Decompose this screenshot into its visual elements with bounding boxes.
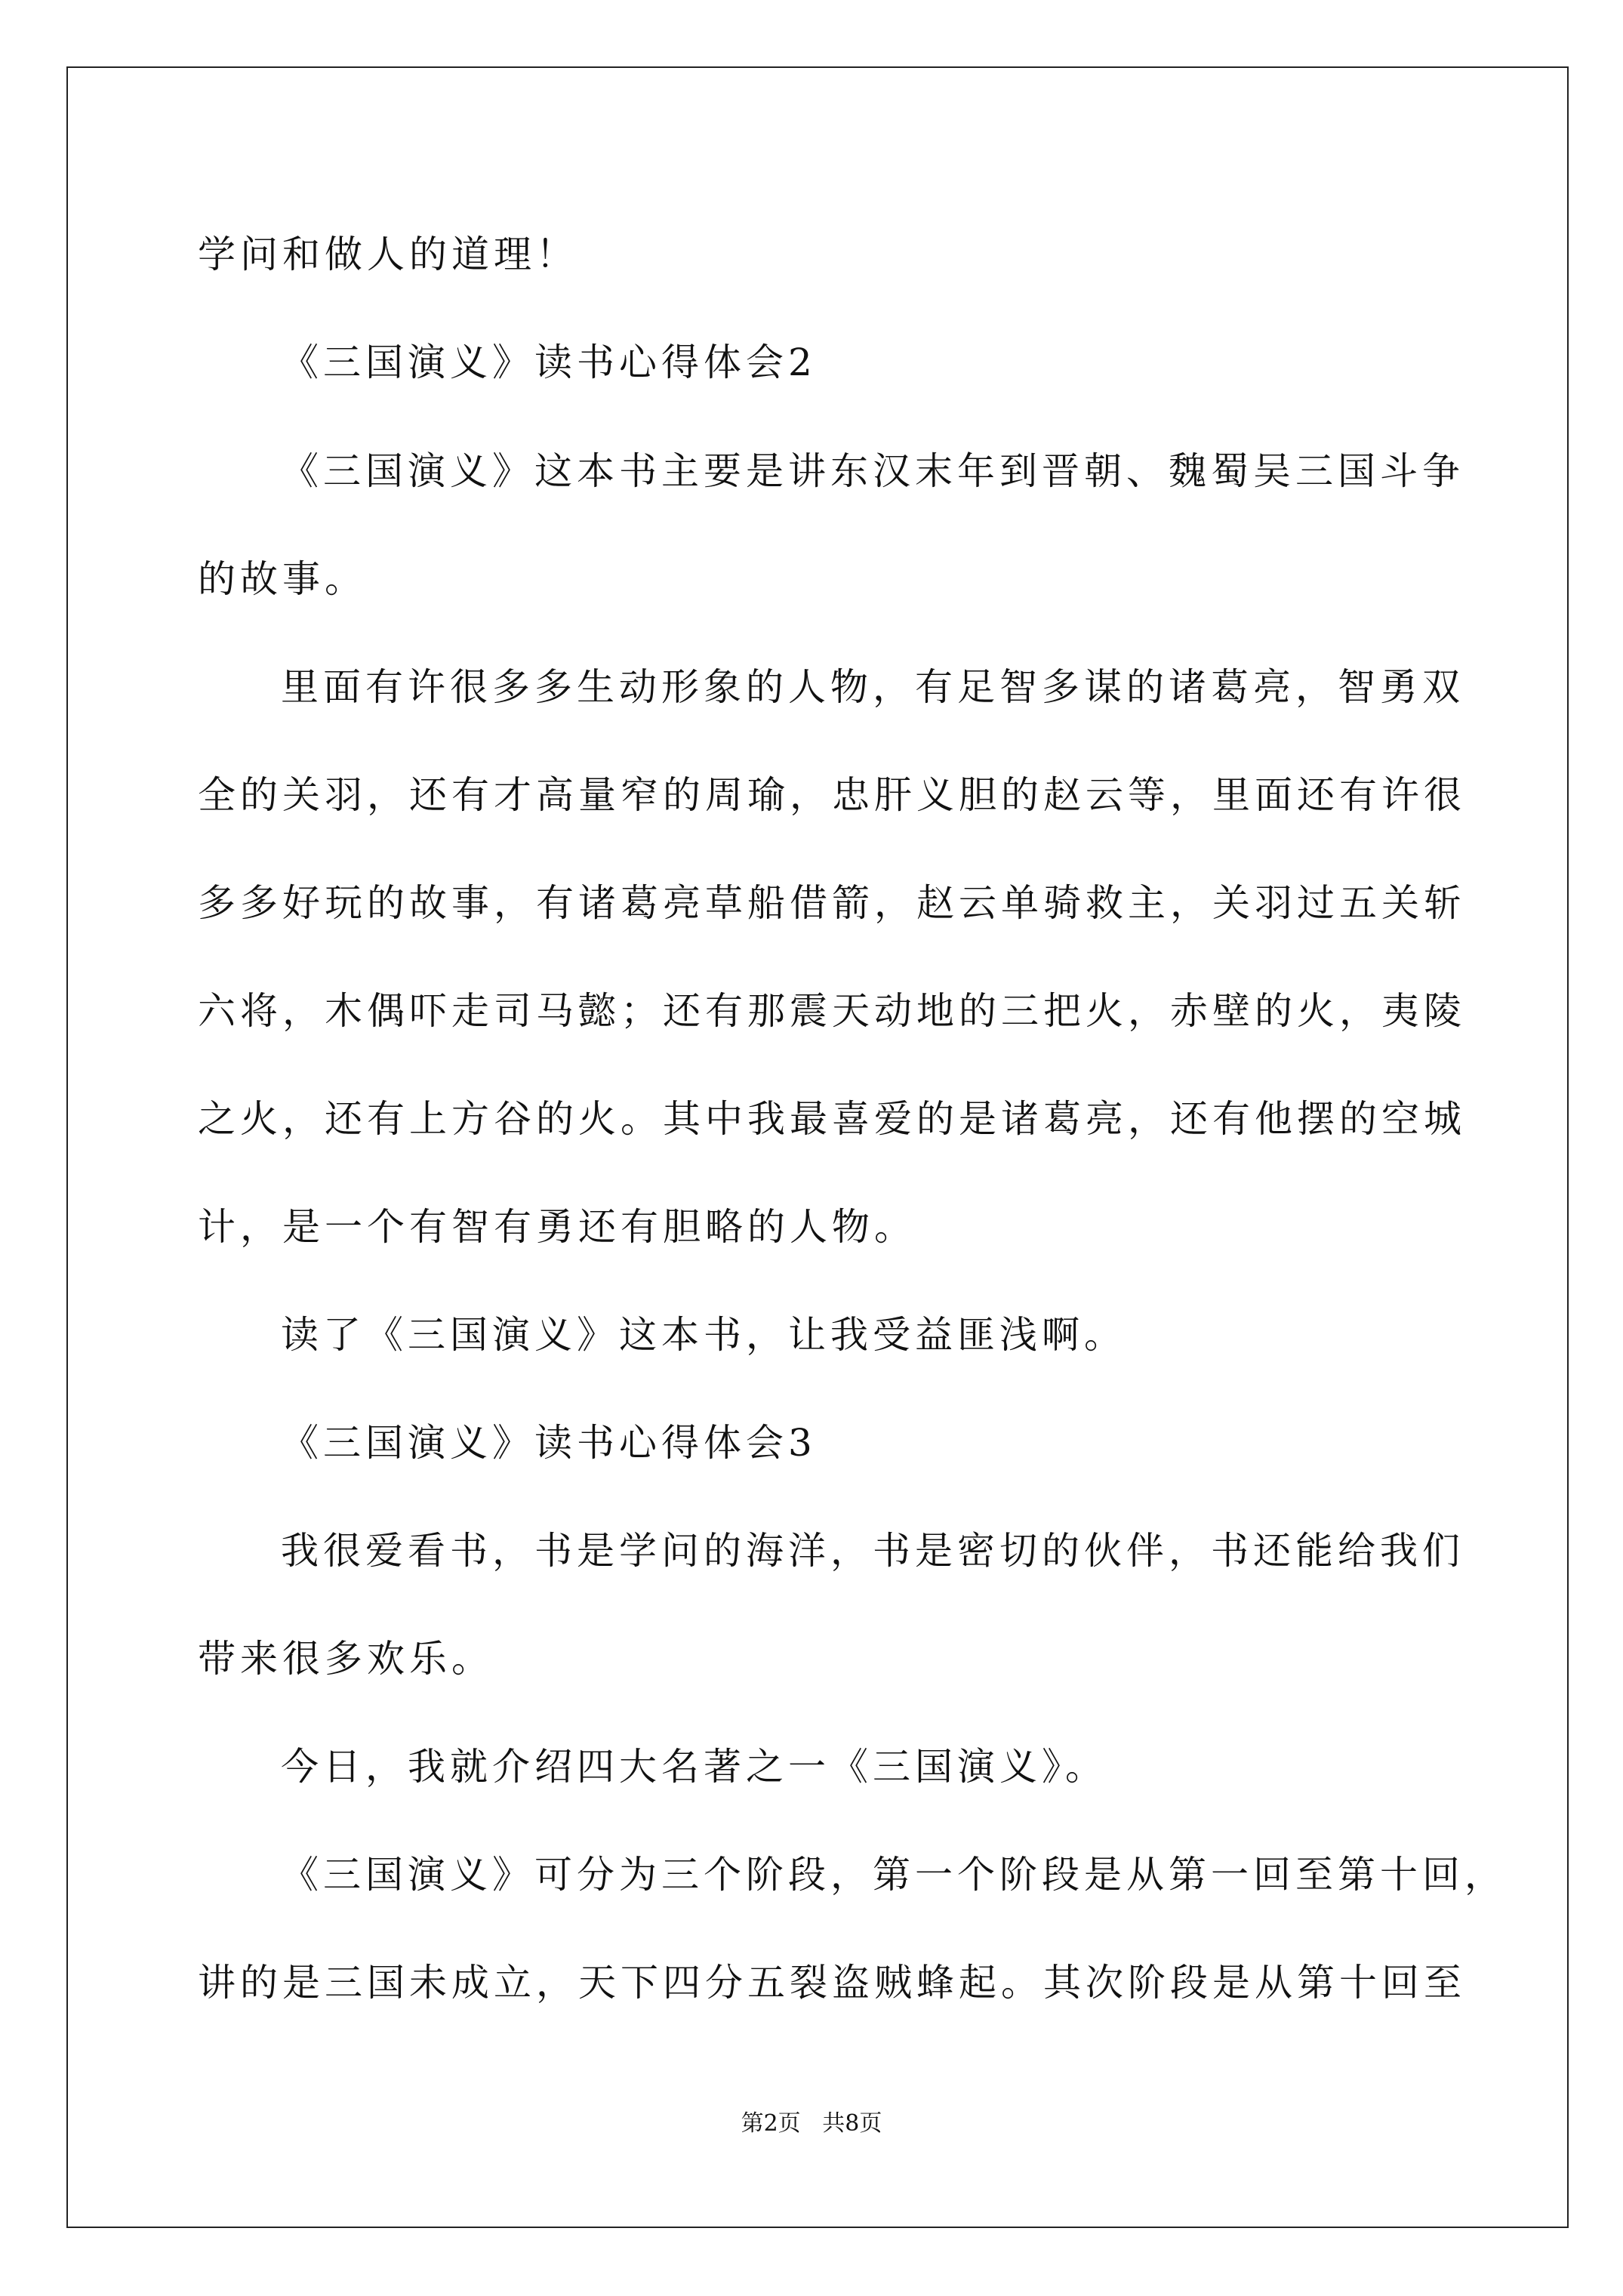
section-heading: 《三国演义》读书心得体会3 <box>281 1421 817 1465</box>
paragraph-line: 里面有许很多多生动形象的人物，有足智多谋的诸葛亮，智勇双 <box>281 665 1464 709</box>
paragraph-line: 六将，木偶吓走司马懿；还有那震天动地的三把火，赤壁的火，夷陵 <box>198 989 1466 1033</box>
page-number-footer: 第2页 共8页 <box>741 2110 882 2137</box>
paragraph-line: 我很爱看书，书是学问的海洋，书是密切的伙伴，书还能给我们 <box>281 1529 1464 1573</box>
section-heading: 《三国演义》读书心得体会2 <box>281 341 817 384</box>
paragraph-line: 全的关羽，还有才高量窄的周瑜，忠肝义胆的赵云等，里面还有许很 <box>198 773 1466 817</box>
paragraph-line: 讲的是三国未成立，天下四分五裂盗贼蜂起。其次阶段是从第十回至 <box>198 1961 1466 2005</box>
paragraph-line: 《三国演义》可分为三个阶段，第一个阶段是从第一回至第十回， <box>281 1853 1507 1897</box>
paragraph-line: 读了《三国演义》这本书，让我受益匪浅啊。 <box>281 1313 1126 1357</box>
paragraph-line: 学问和做人的道理！ <box>198 233 578 276</box>
page-border <box>66 66 1569 2228</box>
paragraph-line: 的故事。 <box>198 557 367 601</box>
paragraph-line: 计，是一个有智有勇还有胆略的人物。 <box>198 1205 916 1249</box>
paragraph-line: 《三国演义》这本书主要是讲东汉末年到晋朝、魏蜀吴三国斗争 <box>281 449 1464 493</box>
paragraph-line: 带来很多欢乐。 <box>198 1637 494 1681</box>
paragraph-line: 多多好玩的故事，有诸葛亮草船借箭，赵云单骑救主，关羽过五关斩 <box>198 881 1466 925</box>
paragraph-line: 今日，我就介绍四大名著之一《三国演义》。 <box>281 1745 1107 1789</box>
paragraph-line: 之火，还有上方谷的火。其中我最喜爱的是诸葛亮，还有他摆的空城 <box>198 1097 1466 1141</box>
